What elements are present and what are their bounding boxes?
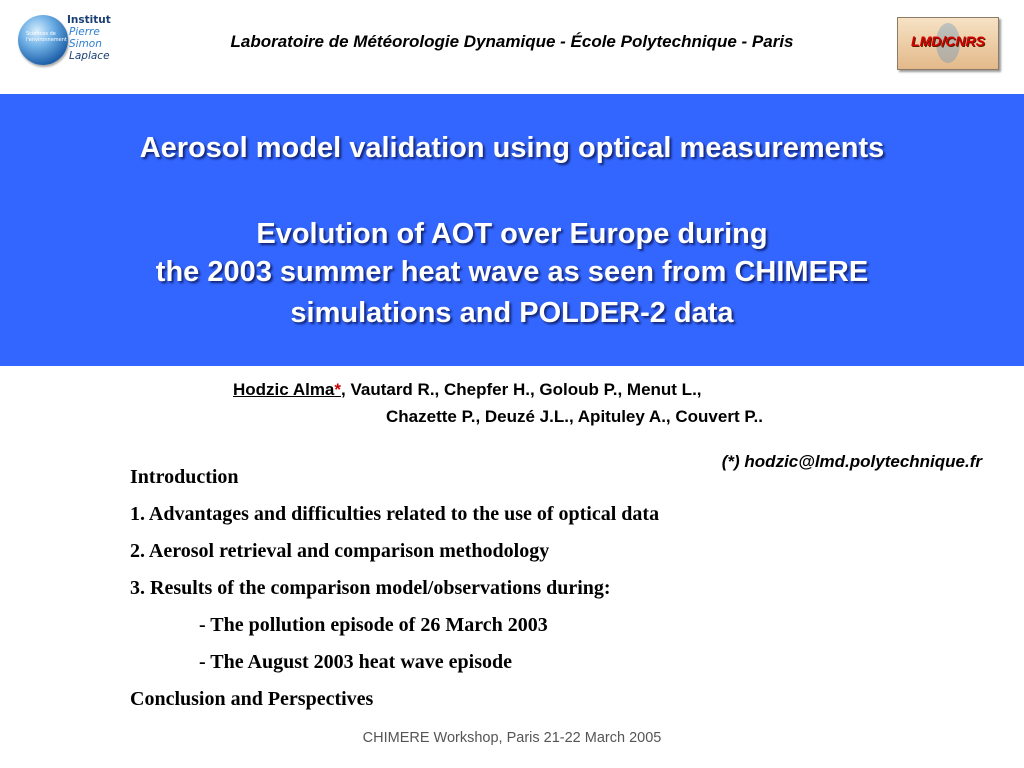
footer-event: CHIMERE Workshop, Paris 21-22 March 2005 <box>362 730 662 746</box>
lmd-cnrs-logo <box>897 17 999 70</box>
author-list <box>233 376 763 430</box>
ipsl-name-line-3: Simon <box>69 38 102 50</box>
subtitle-line-1: Evolution of AOT over Europe during <box>256 218 768 250</box>
lmd-logo-text: LMD/CNRS <box>911 33 985 49</box>
subtitle-line-3: simulations and POLDER-2 data <box>290 297 734 329</box>
outline-item: Introduction <box>130 466 239 488</box>
lead-author-name: Hodzic Alma <box>233 380 335 399</box>
globe-label-line-2: l'environnement <box>26 37 67 43</box>
title-banner <box>0 94 1024 366</box>
institution-title: Laboratoire de Météorologie Dynamique - École Polytechnique - Paris <box>230 32 794 51</box>
outline-item: 3. Results of the comparison model/observations during: <box>130 577 611 599</box>
outline-subitem: - The August 2003 heat wave episode <box>199 651 512 673</box>
outline-item: 2. Aerosol retrieval and comparison methodology <box>130 540 550 562</box>
subtitle-line-2: the 2003 summer heat wave as seen from CHIMERE <box>155 256 869 288</box>
co-authors-line-1: , Vautard R., Chepfer H., Goloub P., Menut L., <box>341 380 702 399</box>
corresponding-author-mark: * <box>334 380 342 399</box>
outline-subitem: - The pollution episode of 26 March 2003 <box>199 614 548 636</box>
contact-email: (*) hodzic@lmd.polytechnique.fr <box>721 452 982 471</box>
outline-item: 1. Advantages and difficulties related to the use of optical data <box>130 503 660 525</box>
ipsl-name-line-1: Institut <box>67 14 111 26</box>
main-title: Aerosol model validation using optical measurements <box>139 132 885 164</box>
header <box>0 0 1024 94</box>
ipsl-name-line-4: Laplace <box>69 50 110 62</box>
lead-author <box>233 380 341 399</box>
ipsl-name-line-2: Pierre <box>69 26 100 38</box>
co-authors-line-2: Chazette P., Deuzé J.L., Apituley A., Couvert P.. <box>386 407 763 426</box>
outline-item: Conclusion and Perspectives <box>130 688 374 710</box>
globe-label-line-1: Sciences de <box>26 31 56 37</box>
